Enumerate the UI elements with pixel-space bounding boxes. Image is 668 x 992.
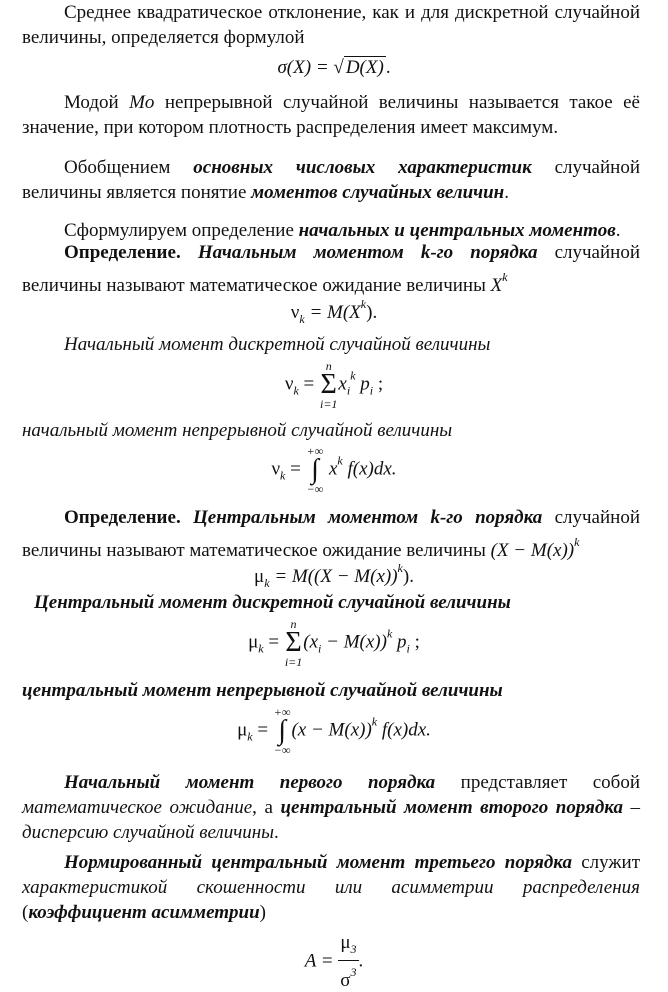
text: дисперсию случайной величины: [22, 822, 275, 843]
integral-symbol: [274, 706, 291, 756]
fraction: [338, 932, 358, 992]
paragraph-skewness: [22, 850, 640, 925]
text: i=1: [284, 655, 303, 669]
text: Начальным моментом k-го порядка: [197, 242, 538, 263]
formula-sigma: [0, 55, 668, 80]
definition-initial-moment: [22, 240, 640, 298]
text: −∞: [273, 743, 291, 757]
text: X: [490, 275, 503, 296]
text: ∫: [278, 715, 286, 746]
text: .: [615, 220, 621, 241]
text: моментов случайных величин: [251, 182, 505, 203]
text: математическое ожидание: [22, 797, 253, 818]
text: (: [22, 902, 29, 923]
formula-asymmetry: [0, 932, 668, 992]
text: Σ: [285, 627, 302, 658]
text: =: [252, 719, 273, 741]
text: k: [299, 312, 305, 326]
text: Начальный момент дискретной случайной величины: [64, 334, 491, 355]
text: =: [298, 373, 319, 395]
text: начальных и центральных моментов: [298, 220, 616, 241]
text: σ(X) =: [277, 57, 334, 78]
denominator: [338, 961, 358, 992]
text: 3: [350, 942, 357, 956]
text: служит: [571, 852, 641, 873]
text: ν: [271, 458, 281, 480]
text: Определение.: [64, 507, 193, 528]
text: +∞: [273, 705, 291, 719]
text: , а: [252, 797, 281, 818]
text: i=1: [319, 397, 338, 411]
text: –: [622, 797, 641, 818]
text: k: [574, 535, 580, 549]
text: Среднее квадратическое отклонение, как и для дискретной случайной величины, определяется формулой: [22, 2, 640, 48]
text: случайной величины называют математическое ожидание величины: [22, 507, 640, 561]
text: =: [263, 631, 284, 653]
text: k: [337, 453, 343, 468]
text: n: [325, 359, 332, 373]
text: (x: [303, 631, 319, 653]
text: представляет собой: [435, 772, 640, 793]
text: k: [247, 729, 253, 744]
text: (x − M(x)): [291, 719, 372, 741]
paragraph-mode: [22, 90, 640, 140]
text: k: [502, 270, 508, 284]
text: центральный момент непрерывной случайной величины: [22, 680, 503, 701]
sum-symbol: [285, 618, 302, 668]
definition-central-moment: [22, 505, 640, 563]
text: = M(X: [304, 302, 361, 323]
text: μ: [340, 932, 351, 953]
text: i: [406, 641, 410, 656]
text: Mo: [129, 92, 155, 113]
text: − M(x)): [321, 631, 387, 653]
text: ν: [290, 302, 300, 323]
text: случайной величины называют математическое ожидание величины: [22, 242, 640, 296]
text: p: [392, 631, 407, 653]
text: i: [318, 641, 322, 656]
text: i: [369, 383, 374, 398]
text: k: [397, 561, 403, 575]
text: Центральный момент дискретной случайной величины: [34, 592, 511, 613]
text: коэффициент асимметрии: [28, 902, 260, 923]
text: ν: [284, 373, 294, 395]
text: p: [355, 373, 370, 395]
text: Центральным моментом k-го порядка: [193, 507, 543, 528]
text: f(x)dx.: [377, 719, 431, 741]
integral-symbol: [307, 445, 324, 495]
text: ).: [366, 302, 378, 323]
text: = M((X − M(x)): [269, 566, 398, 587]
text: Модой: [64, 92, 130, 113]
paragraph-first-second-order: [22, 770, 640, 845]
caption-discrete-central: [34, 590, 652, 615]
text: ∫: [311, 454, 319, 485]
text: Начальный момент первого порядка: [64, 772, 436, 793]
text: центральный момент второго порядка: [280, 797, 623, 818]
text: n: [290, 617, 297, 631]
text: A =: [304, 950, 339, 972]
text: ): [259, 902, 266, 923]
text: x: [324, 458, 338, 480]
text: Σ: [320, 369, 337, 400]
text: случайной величины является понятие: [22, 157, 640, 203]
text: .: [385, 57, 391, 78]
text: Нормированный центральный момент третьего порядка: [64, 852, 572, 873]
text: характеристикой скошенности или асимметрии распределения: [22, 877, 640, 898]
text: ;: [409, 631, 420, 653]
text: μ: [254, 566, 265, 587]
formula-nu-continuous: [0, 445, 668, 495]
text: k: [371, 714, 378, 729]
paragraph-std-dev: [22, 0, 640, 50]
text: (X − M(x)): [490, 540, 575, 561]
text: k: [293, 383, 299, 398]
text: +∞: [306, 444, 324, 458]
text: .: [504, 182, 509, 203]
numerator: [338, 932, 358, 961]
text: μ: [248, 631, 259, 653]
text: k: [350, 368, 356, 383]
text: .: [274, 822, 279, 843]
text: ;: [373, 373, 384, 395]
formula-mu-continuous: [0, 706, 668, 756]
text: D(X): [345, 57, 384, 78]
text: −∞: [306, 482, 324, 496]
text: основных числовых характеристик: [193, 157, 532, 178]
caption-continuous-initial: [22, 418, 640, 443]
text: k: [264, 576, 270, 590]
text: ).: [402, 566, 414, 587]
text: x: [338, 373, 347, 395]
text: Сформулируем определение: [64, 220, 299, 241]
text: k: [280, 468, 286, 483]
formula-nu-discrete: [0, 360, 668, 410]
text: μ: [237, 719, 248, 741]
sqrt-sign: √: [333, 57, 344, 78]
text: i: [346, 383, 351, 398]
text: f(x)dx.: [342, 458, 397, 480]
formula-mu-discrete: [0, 618, 668, 668]
text: начальный момент непрерывной случайной величины: [22, 420, 453, 441]
caption-continuous-central: [22, 678, 640, 703]
text: Определение.: [64, 242, 198, 263]
text: k: [360, 297, 367, 311]
text: k: [258, 641, 264, 656]
text: непрерывной случайной величины называется такое её значение, при котором плотность распределения имеет максимум.: [22, 92, 640, 138]
text: σ: [340, 970, 351, 991]
text: .: [358, 950, 364, 972]
sum-symbol: [320, 360, 337, 410]
caption-discrete-initial: [64, 332, 668, 357]
text: Обобщением: [64, 157, 194, 178]
text: 3: [350, 965, 357, 979]
text: k: [386, 626, 393, 641]
paragraph-generalization: [22, 155, 640, 205]
text: =: [285, 458, 306, 480]
formula-nu-k: [0, 292, 668, 332]
